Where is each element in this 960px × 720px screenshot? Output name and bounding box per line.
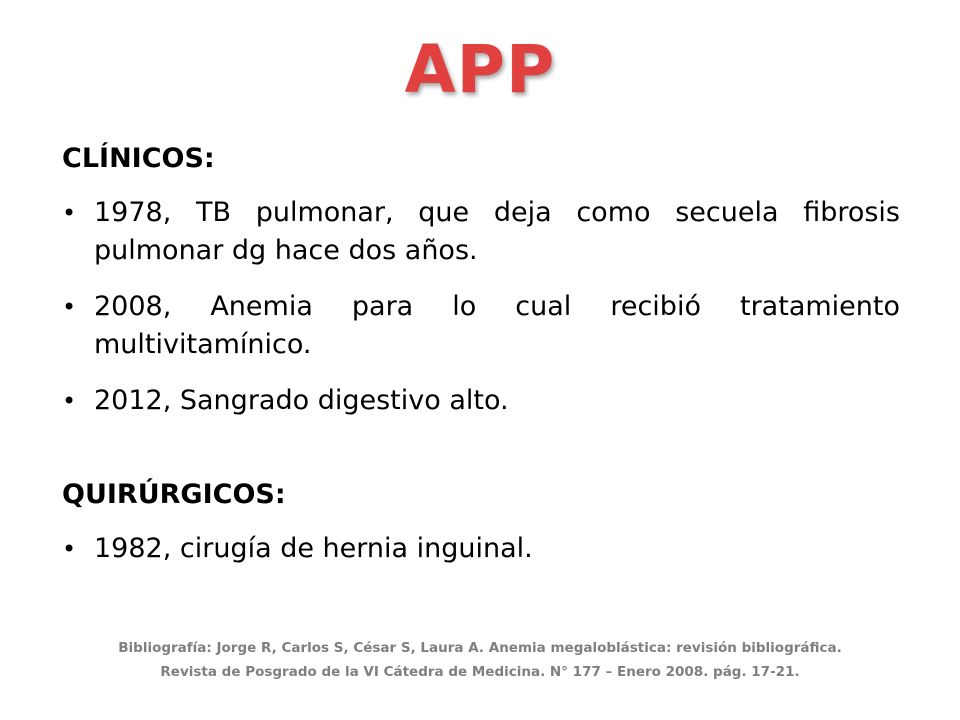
bullet-icon: • [62, 387, 77, 415]
citation [40, 636, 920, 684]
section-heading-clinicos: CLÍNICOS: [62, 143, 215, 174]
list-item [62, 530, 900, 568]
slide-title: APP [404, 31, 556, 108]
citation-line-1: Bibliografía: Jorge R, Carlos S, César S, Laura A. Anemia megaloblástica: revisión bibliográfica. [118, 640, 842, 656]
slide-content [62, 140, 900, 586]
list-item [62, 288, 900, 364]
list-item-text: 2012, Sangrado digestivo alto. [94, 385, 509, 416]
list-item [62, 382, 900, 420]
bullet-icon: • [62, 199, 77, 227]
list-item-text: 2008, Anemia para lo cual recibió tratamiento multivitamínico. [94, 291, 900, 360]
bullet-list-clinicos [62, 194, 900, 420]
citation-line-2: Revista de Posgrado de la VI Cátedra de Medicina. N° 177 – Enero 2008. pág. 17-21. [160, 664, 800, 680]
list-item-text: 1978, TB pulmonar, que deja como secuela fibrosis pulmonar dg hace dos años. [94, 197, 900, 266]
section-heading-quirurgicos: QUIRÚRGICOS: [62, 479, 286, 510]
bullet-icon: • [62, 293, 77, 321]
bullet-list-quirurgicos [62, 530, 900, 568]
list-item-text: 1982, cirugía de hernia inguinal. [94, 533, 533, 564]
bullet-icon: • [62, 535, 77, 563]
list-item [62, 194, 900, 270]
